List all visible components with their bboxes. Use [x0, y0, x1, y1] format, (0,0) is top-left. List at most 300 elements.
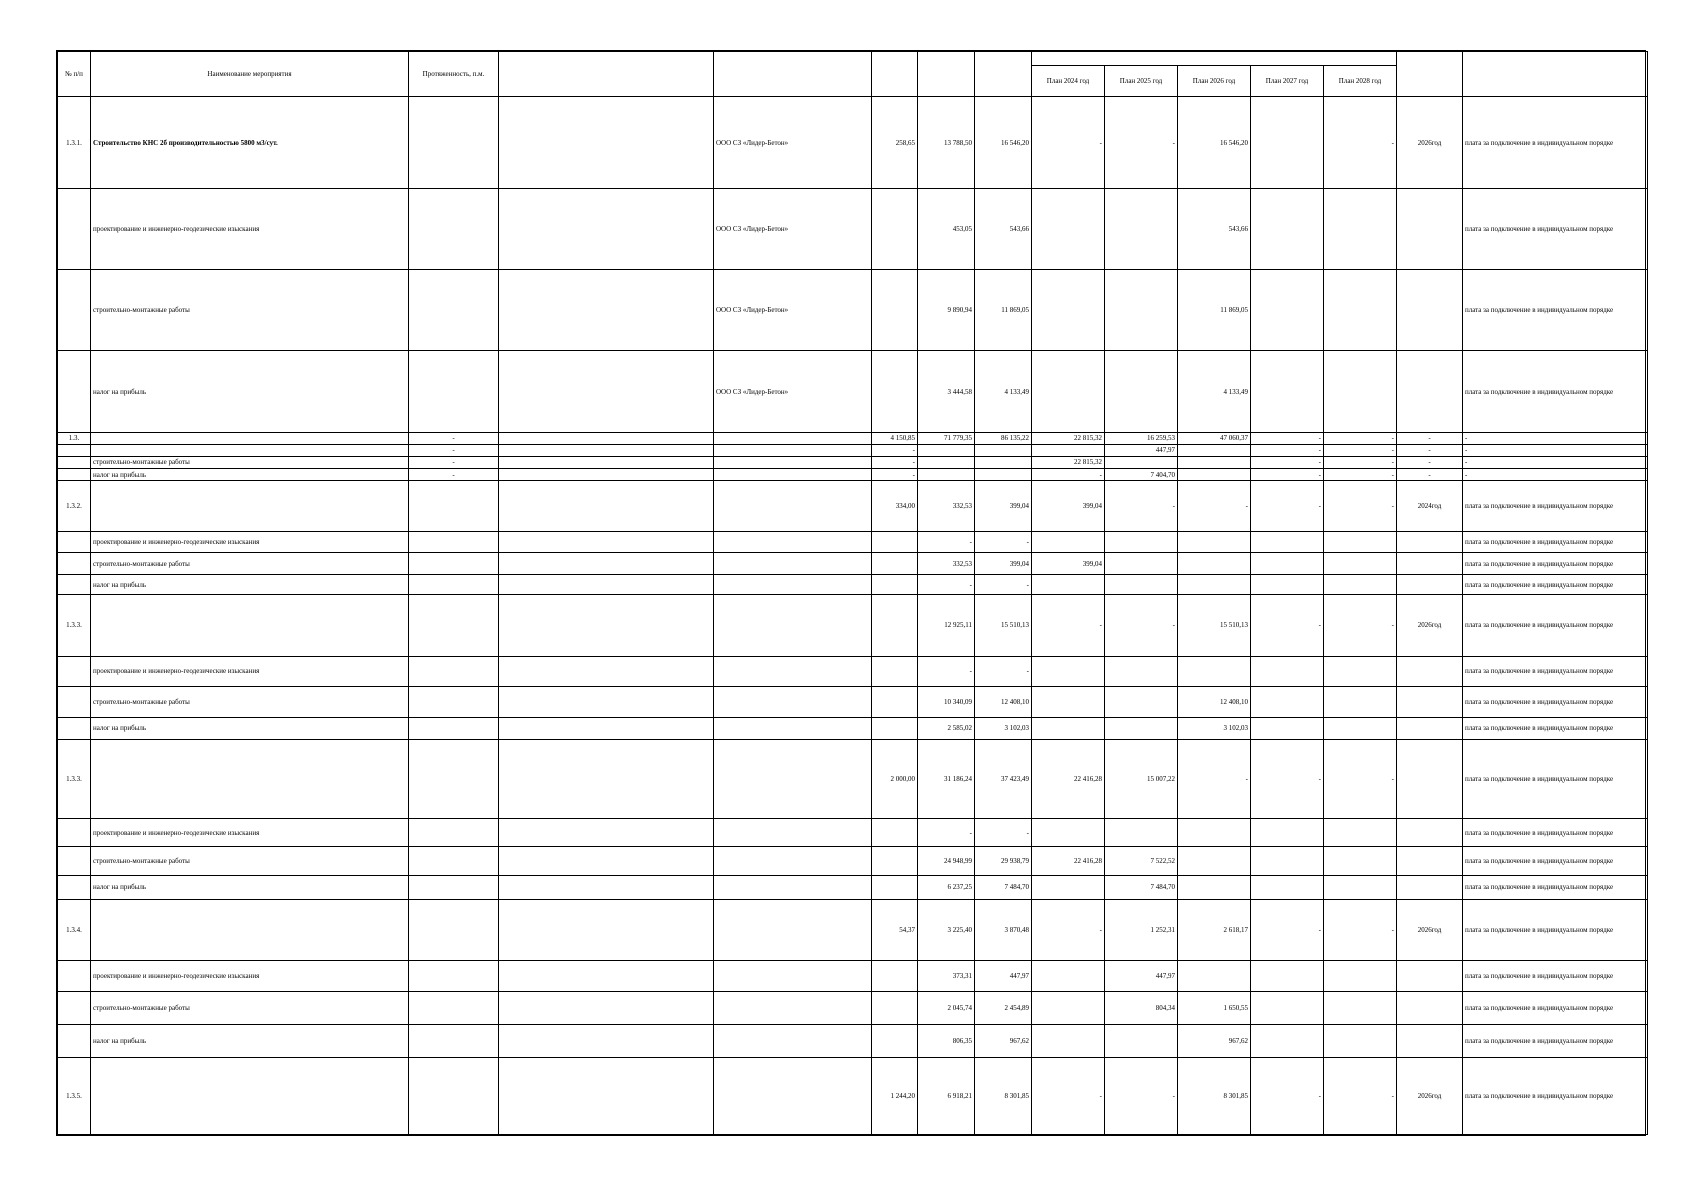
- table-row-b2-subscriber: [714, 553, 872, 575]
- group-row-0-total-vat: 86 135,22: [975, 432, 1032, 444]
- table-row-b0-num: 1.3.2.: [58, 481, 91, 531]
- table-row-a2-p2025: [1105, 270, 1178, 351]
- table-row-b6-p2027: [1251, 687, 1324, 718]
- table-row-b11-commission: [1397, 875, 1463, 899]
- table-row-b15-load: [872, 1025, 918, 1058]
- table-row-b5-commission: [1397, 656, 1463, 687]
- group-row-0-load: 4 150,85: [872, 432, 918, 444]
- table-row-b11-total: 6 237,25: [918, 875, 975, 899]
- group-row-1-num: [58, 444, 91, 456]
- table-row-b12-p2027: -: [1251, 900, 1324, 961]
- table-row-a1-p2025: [1105, 189, 1178, 270]
- table-row-b1-subscriber: [714, 531, 872, 553]
- table-row-a1-p2028: [1324, 189, 1397, 270]
- table-row-b4-name: [91, 595, 409, 656]
- table-row-b4-p2026: 15 510,13: [1178, 595, 1251, 656]
- table-row-b10-object: [499, 847, 714, 876]
- group-row-0-commission: -: [1397, 432, 1463, 444]
- table-row-b4-commission: 2026год: [1397, 595, 1463, 656]
- table-row-b0: [58, 481, 1648, 531]
- table-row-b16-subscriber: [714, 1058, 872, 1135]
- table-row-a0-load: 258,65: [872, 97, 918, 189]
- table-row-b7-total-vat: 3 102,03: [975, 717, 1032, 739]
- group-row-1-subscriber: [714, 444, 872, 456]
- table-row-b15-p2025: [1105, 1025, 1178, 1058]
- table-row-b2-num: [58, 553, 91, 575]
- table-row-b11-subscriber: [714, 875, 872, 899]
- group-row-3-name: налог на прибыль: [91, 468, 409, 480]
- table-row-b0-subscriber: [714, 481, 872, 531]
- table-row-a1-commission: [1397, 189, 1463, 270]
- table-row-b4-num: 1.3.3.: [58, 595, 91, 656]
- group-row-2-total: [918, 456, 975, 468]
- table-row-b2-p2024: 399,04: [1032, 553, 1105, 575]
- table-row-b1-p2027: [1251, 531, 1324, 553]
- group-row-1-p2028: -: [1324, 444, 1397, 456]
- table-row-b13-length: [409, 961, 499, 992]
- table-row-b15-object: [499, 1025, 714, 1058]
- table-row-b8-object: [499, 739, 714, 818]
- table-row-b1-p2026: [1178, 531, 1251, 553]
- table-row-b13-commission: [1397, 961, 1463, 992]
- table-row-b1-length: [409, 531, 499, 553]
- table-row-b5-load: [872, 656, 918, 687]
- group-row-3-commission: -: [1397, 468, 1463, 480]
- table-row-b1-p2025: [1105, 531, 1178, 553]
- header-plan-2028: План 2028 год: [1324, 66, 1397, 97]
- table-row-b3-p2028: [1324, 575, 1397, 595]
- group-row-3-total-vat: [975, 468, 1032, 480]
- group-row-2-p2024: 22 815,32: [1032, 456, 1105, 468]
- table-row-b6-name: строительно-монтажные работы: [91, 687, 409, 718]
- table-row-b13-name: проектирование и инженерно-геодезические изыскания: [91, 961, 409, 992]
- table-row-a3-p2025: [1105, 351, 1178, 432]
- table-row-b6: [58, 687, 1648, 718]
- group-row-3-p2027: -: [1251, 468, 1324, 480]
- table-row-b14: [58, 992, 1648, 1025]
- table-row-b15-p2024: [1032, 1025, 1105, 1058]
- table-row-b7-p2026: 3 102,03: [1178, 717, 1251, 739]
- table-row-a2: [58, 270, 1648, 351]
- table-row-b8-num: 1.3.3.: [58, 739, 91, 818]
- group-row-1-source: -: [1463, 444, 1648, 456]
- table-row-a2-name: строительно-монтажные работы: [91, 270, 409, 351]
- table-row-b3-load: [872, 575, 918, 595]
- table-row-b10-source: плата за подключение в индивидуальном порядке: [1463, 847, 1648, 876]
- table-row-a2-subscriber: ООО СЗ «Лидер-Бетон»: [714, 270, 872, 351]
- table-row-b16-total-vat: 8 301,85: [975, 1058, 1032, 1135]
- group-row-0: [58, 432, 1648, 444]
- table-row-b9-p2024: [1032, 818, 1105, 847]
- table-row-b3-p2027: [1251, 575, 1324, 595]
- group-row-0-p2028: -: [1324, 432, 1397, 444]
- table-row-b0-object: [499, 481, 714, 531]
- table-row-b0-p2024: 399,04: [1032, 481, 1105, 531]
- table-row-b11-name: налог на прибыль: [91, 875, 409, 899]
- group-row-2-total-vat: [975, 456, 1032, 468]
- table-row-b4-total: 12 925,11: [918, 595, 975, 656]
- table-row-a3-load: [872, 351, 918, 432]
- group-row-2-p2025: [1105, 456, 1178, 468]
- group-row-1-commission: -: [1397, 444, 1463, 456]
- table-row-b1: [58, 531, 1648, 553]
- table-row-b11-length: [409, 875, 499, 899]
- group-row-2-load: -: [872, 456, 918, 468]
- table-row-b3-p2025: [1105, 575, 1178, 595]
- table-row-b10-p2024: 22 416,28: [1032, 847, 1105, 876]
- table-row-b10-name: строительно-монтажные работы: [91, 847, 409, 876]
- table-row-b15-p2028: [1324, 1025, 1397, 1058]
- table-row-b9-total-vat: -: [975, 818, 1032, 847]
- table-row-b3-length: [409, 575, 499, 595]
- group-row-0-p2027: -: [1251, 432, 1324, 444]
- table-row-b9-name: проектирование и инженерно-геодезические изыскания: [91, 818, 409, 847]
- table-row-b8: [58, 739, 1648, 818]
- table-row-b14-load: [872, 992, 918, 1025]
- group-row-0-total: 71 779,35: [918, 432, 975, 444]
- group-row-0-object: [499, 432, 714, 444]
- table-row-b13-subscriber: [714, 961, 872, 992]
- table-row-b14-commission: [1397, 992, 1463, 1025]
- group-row-2-name: строительно-монтажные работы: [91, 456, 409, 468]
- table-row-b15-num: [58, 1025, 91, 1058]
- table-row-b8-p2025: 15 007,22: [1105, 739, 1178, 818]
- table-row-b15-source: плата за подключение в индивидуальном порядке: [1463, 1025, 1648, 1058]
- table-row-b14-p2024: [1032, 992, 1105, 1025]
- table-row-b11-p2024: [1032, 875, 1105, 899]
- table-row-b16-p2026: 8 301,85: [1178, 1058, 1251, 1135]
- table-row-b9-commission: [1397, 818, 1463, 847]
- table-row-b16-total: 6 918,21: [918, 1058, 975, 1135]
- table-row-a0: [58, 97, 1648, 189]
- table-row-b6-p2024: [1032, 687, 1105, 718]
- table-row-b6-p2028: [1324, 687, 1397, 718]
- table-row-a0-length: [409, 97, 499, 189]
- table-row-b2-source: плата за подключение в индивидуальном порядке: [1463, 553, 1648, 575]
- table-row-b8-length: [409, 739, 499, 818]
- table-row-b13-object: [499, 961, 714, 992]
- table-row-b12-load: 54,37: [872, 900, 918, 961]
- table-row-b4-p2024: -: [1032, 595, 1105, 656]
- table-row-b10-num: [58, 847, 91, 876]
- table-row-b2-length: [409, 553, 499, 575]
- table-row-a2-total: 9 890,94: [918, 270, 975, 351]
- table-row-a2-num: [58, 270, 91, 351]
- table-row-a3-total: 3 444,58: [918, 351, 975, 432]
- group-row-1-object: [499, 444, 714, 456]
- table-row-b12-commission: 2026год: [1397, 900, 1463, 961]
- table-row-b2-p2027: [1251, 553, 1324, 575]
- table-row-a3-num: [58, 351, 91, 432]
- group-row-2: [58, 456, 1648, 468]
- table-row-b3-object: [499, 575, 714, 595]
- table-row-b7-total: 2 585,02: [918, 717, 975, 739]
- table-row-b12-length: [409, 900, 499, 961]
- table-row-b0-total: 332,53: [918, 481, 975, 531]
- table-row-b15-name: налог на прибыль: [91, 1025, 409, 1058]
- table-row-b5-p2028: [1324, 656, 1397, 687]
- table-row-b2-p2026: [1178, 553, 1251, 575]
- table-row-b12-subscriber: [714, 900, 872, 961]
- table-row-b16-load: 1 244,20: [872, 1058, 918, 1135]
- table-row-b15-subscriber: [714, 1025, 872, 1058]
- table-row-b14-length: [409, 992, 499, 1025]
- table-row-b5-total: -: [918, 656, 975, 687]
- table-row-a2-p2024: [1032, 270, 1105, 351]
- group-row-1-p2024: [1032, 444, 1105, 456]
- table-row-a1-p2026: 543,66: [1178, 189, 1251, 270]
- table-row-b7-name: налог на прибыль: [91, 717, 409, 739]
- table-row-b16-p2027: -: [1251, 1058, 1324, 1135]
- table-row-a1-total: 453,05: [918, 189, 975, 270]
- table-row-b5: [58, 656, 1648, 687]
- group-row-3-source: -: [1463, 468, 1648, 480]
- table-row-b3-num: [58, 575, 91, 595]
- table-row-b5-source: плата за подключение в индивидуальном порядке: [1463, 656, 1648, 687]
- table-row-a0-object: [499, 97, 714, 189]
- table-row-a0-p2025: -: [1105, 97, 1178, 189]
- table-row-a0-total: 13 788,50: [918, 97, 975, 189]
- table-row-b2-name: строительно-монтажные работы: [91, 553, 409, 575]
- table-row-a1-length: [409, 189, 499, 270]
- table-row-a0-source: плата за подключение в индивидуальном порядке: [1463, 97, 1648, 189]
- table-row-b4-p2028: -: [1324, 595, 1397, 656]
- table-row-a3-subscriber: ООО СЗ «Лидер-Бетон»: [714, 351, 872, 432]
- table-row-b14-p2026: 1 650,55: [1178, 992, 1251, 1025]
- group-row-1-total-vat: [975, 444, 1032, 456]
- table-row-b0-total-vat: 399,04: [975, 481, 1032, 531]
- table-row-b15-commission: [1397, 1025, 1463, 1058]
- table-row-b12-total: 3 225,40: [918, 900, 975, 961]
- table-row-b6-total: 10 340,09: [918, 687, 975, 718]
- table-row-b13-p2024: [1032, 961, 1105, 992]
- table-row-b12-num: 1.3.4.: [58, 900, 91, 961]
- table-row-b12-total-vat: 3 870,48: [975, 900, 1032, 961]
- table-row-b9-p2028: [1324, 818, 1397, 847]
- table-row-b10-commission: [1397, 847, 1463, 876]
- table-row-a0-p2024: -: [1032, 97, 1105, 189]
- table-row-b10-load: [872, 847, 918, 876]
- table-row-b11-num: [58, 875, 91, 899]
- table-row-b13-p2025: 447,97: [1105, 961, 1178, 992]
- table-row-b10-total-vat: 29 938,79: [975, 847, 1032, 876]
- header-plan-2027: План 2027 год: [1251, 66, 1324, 97]
- table-row-b7-p2027: [1251, 717, 1324, 739]
- table-row-b9-p2027: [1251, 818, 1324, 847]
- table-row-b6-object: [499, 687, 714, 718]
- table-row-b10-length: [409, 847, 499, 876]
- table-row-b14-p2025: 804,34: [1105, 992, 1178, 1025]
- group-row-1-p2025: 447,97: [1105, 444, 1178, 456]
- table-row-b12-p2028: -: [1324, 900, 1397, 961]
- header-event: Наименование мероприятия: [91, 52, 409, 97]
- table-row-b1-p2024: [1032, 531, 1105, 553]
- table-row-b7-source: плата за подключение в индивидуальном порядке: [1463, 717, 1648, 739]
- table-row-b9-total: -: [918, 818, 975, 847]
- table-row-b10-total: 24 948,99: [918, 847, 975, 876]
- table-row-b16-object: [499, 1058, 714, 1135]
- table-row-b15-total-vat: 967,62: [975, 1025, 1032, 1058]
- table-row-b13-source: плата за подключение в индивидуальном порядке: [1463, 961, 1648, 992]
- table-row-b8-p2027: -: [1251, 739, 1324, 818]
- table-row-b1-load: [872, 531, 918, 553]
- table-row-b5-total-vat: -: [975, 656, 1032, 687]
- header-plan-2025: План 2025 год: [1105, 66, 1178, 97]
- table-row-b5-length: [409, 656, 499, 687]
- table-row-b0-name: [91, 481, 409, 531]
- table-row-a0-name: Строительство КНС 2б производительностью 5800 м3/сут.: [91, 97, 409, 189]
- table-row-a3-commission: [1397, 351, 1463, 432]
- table-row-b14-total-vat: 2 454,89: [975, 992, 1032, 1025]
- table-row-b16: [58, 1058, 1648, 1135]
- table-row-b8-p2028: -: [1324, 739, 1397, 818]
- table-row-b6-load: [872, 687, 918, 718]
- table-row-a0-subscriber: ООО СЗ «Лидер-Бетон»: [714, 97, 872, 189]
- table-row-a2-commission: [1397, 270, 1463, 351]
- table-row-b10-subscriber: [714, 847, 872, 876]
- group-row-2-p2026: [1178, 456, 1251, 468]
- table-row-b8-commission: [1397, 739, 1463, 818]
- header-total-no-vat: [918, 52, 975, 97]
- table-row-b3-source: плата за подключение в индивидуальном порядке: [1463, 575, 1648, 595]
- table-row-b4-object: [499, 595, 714, 656]
- table-row-a3-source: плата за подключение в индивидуальном порядке: [1463, 351, 1648, 432]
- table-row-b14-p2027: [1251, 992, 1324, 1025]
- table-row-b9-subscriber: [714, 818, 872, 847]
- table-row-b9: [58, 818, 1648, 847]
- table-row-b15-length: [409, 1025, 499, 1058]
- table-row-b7-commission: [1397, 717, 1463, 739]
- table-row-b7: [58, 717, 1648, 739]
- table-row-b7-p2024: [1032, 717, 1105, 739]
- table-row-b10-p2027: [1251, 847, 1324, 876]
- table-row-b8-total-vat: 37 423,49: [975, 739, 1032, 818]
- table-row-b2-commission: [1397, 553, 1463, 575]
- table-row-b4-source: плата за подключение в индивидуальном порядке: [1463, 595, 1648, 656]
- table-row-a2-length: [409, 270, 499, 351]
- group-row-0-num: 1.3.: [58, 432, 91, 444]
- table-row-b5-num: [58, 656, 91, 687]
- table-row-b9-source: плата за подключение в индивидуальном порядке: [1463, 818, 1648, 847]
- group-row-1-name: [91, 444, 409, 456]
- table-row-b6-total-vat: 12 408,10: [975, 687, 1032, 718]
- table-row-b3-p2026: [1178, 575, 1251, 595]
- table-row-a1-p2027: [1251, 189, 1324, 270]
- table-row-b0-p2028: -: [1324, 481, 1397, 531]
- table-row-a1-subscriber: ООО СЗ «Лидер-Бетон»: [714, 189, 872, 270]
- table-row-b0-load: 334,00: [872, 481, 918, 531]
- table-row-b15-p2027: [1251, 1025, 1324, 1058]
- table-row-b12: [58, 900, 1648, 961]
- table-row-b6-p2025: [1105, 687, 1178, 718]
- table-row-b11: [58, 875, 1648, 899]
- table-row-a0-p2026: 16 546,20: [1178, 97, 1251, 189]
- table-row-b7-p2028: [1324, 717, 1397, 739]
- table-row-b0-p2027: -: [1251, 481, 1324, 531]
- group-row-3-p2024: -: [1032, 468, 1105, 480]
- table-row-b15: [58, 1025, 1648, 1058]
- group-row-3-subscriber: [714, 468, 872, 480]
- header-num: № п/п: [58, 52, 91, 97]
- header-plan-2026: План 2026 год: [1178, 66, 1251, 97]
- table-row-a0-num: 1.3.1.: [58, 97, 91, 189]
- table-row-b11-total-vat: 7 484,70: [975, 875, 1032, 899]
- table-row-b13-p2027: [1251, 961, 1324, 992]
- table-row-b5-p2024: [1032, 656, 1105, 687]
- header-source: [1463, 52, 1648, 97]
- header-length: Протяженность, п.м.: [409, 52, 499, 97]
- group-row-0-p2026: 47 060,37: [1178, 432, 1251, 444]
- table-row-b6-source: плата за подключение в индивидуальном порядке: [1463, 687, 1648, 718]
- table-row-b2-p2025: [1105, 553, 1178, 575]
- table-row-a1-name: проектирование и инженерно-геодезические изыскания: [91, 189, 409, 270]
- table-row-b4-load: [872, 595, 918, 656]
- table-row-a3-total-vat: 4 133,49: [975, 351, 1032, 432]
- table-row-b0-p2025: -: [1105, 481, 1178, 531]
- table-row-b15-p2026: 967,62: [1178, 1025, 1251, 1058]
- table-row-b13-load: [872, 961, 918, 992]
- table-row-b7-load: [872, 717, 918, 739]
- table-row-a3-object: [499, 351, 714, 432]
- table-row-b9-length: [409, 818, 499, 847]
- table-row-b2-p2028: [1324, 553, 1397, 575]
- header-object: [499, 52, 714, 97]
- group-row-2-p2028: -: [1324, 456, 1397, 468]
- table-row-b14-p2028: [1324, 992, 1397, 1025]
- table-row-b6-num: [58, 687, 91, 718]
- group-row-2-subscriber: [714, 456, 872, 468]
- table-row-a1: [58, 189, 1648, 270]
- table-row-b7-num: [58, 717, 91, 739]
- table-row-b8-p2026: -: [1178, 739, 1251, 818]
- table-row-b4-length: [409, 595, 499, 656]
- table-row-b3-p2024: [1032, 575, 1105, 595]
- header-total-vat: [975, 52, 1032, 97]
- table-row-a3-p2026: 4 133,49: [1178, 351, 1251, 432]
- table-row-b8-name: [91, 739, 409, 818]
- table-row-b8-p2024: 22 416,28: [1032, 739, 1105, 818]
- table-row-b8-load: 2 000,00: [872, 739, 918, 818]
- table-row-a2-load: [872, 270, 918, 351]
- table-row-b8-source: плата за подключение в индивидуальном порядке: [1463, 739, 1648, 818]
- table-row-a2-source: плата за подключение в индивидуальном порядке: [1463, 270, 1648, 351]
- group-row-2-object: [499, 456, 714, 468]
- table-row-b2-object: [499, 553, 714, 575]
- table-row-a3: [58, 351, 1648, 432]
- table-row-b16-length: [409, 1058, 499, 1135]
- table-row-b11-object: [499, 875, 714, 899]
- table-row-b3-name: налог на прибыль: [91, 575, 409, 595]
- group-row-1-total: [918, 444, 975, 456]
- group-row-0-p2024: 22 815,32: [1032, 432, 1105, 444]
- table-row-b14-source: плата за подключение в индивидуальном порядке: [1463, 992, 1648, 1025]
- group-row-3-length: -: [409, 468, 499, 480]
- table-row-b11-p2027: [1251, 875, 1324, 899]
- table-row-b10-p2025: 7 522,52: [1105, 847, 1178, 876]
- table-row-b13-p2028: [1324, 961, 1397, 992]
- group-row-1-p2026: [1178, 444, 1251, 456]
- table-row-b8-total: 31 186,24: [918, 739, 975, 818]
- table-row-b14-name: строительно-монтажные работы: [91, 992, 409, 1025]
- table-row-b11-p2025: 7 484,70: [1105, 875, 1178, 899]
- table-row-b1-name: проектирование и инженерно-геодезические изыскания: [91, 531, 409, 553]
- table-row-a3-name: налог на прибыль: [91, 351, 409, 432]
- group-row-3-object: [499, 468, 714, 480]
- table-row-b5-name: проектирование и инженерно-геодезические изыскания: [91, 656, 409, 687]
- table-row-b12-p2026: 2 618,17: [1178, 900, 1251, 961]
- table-row-b12-p2024: -: [1032, 900, 1105, 961]
- table-row-a2-object: [499, 270, 714, 351]
